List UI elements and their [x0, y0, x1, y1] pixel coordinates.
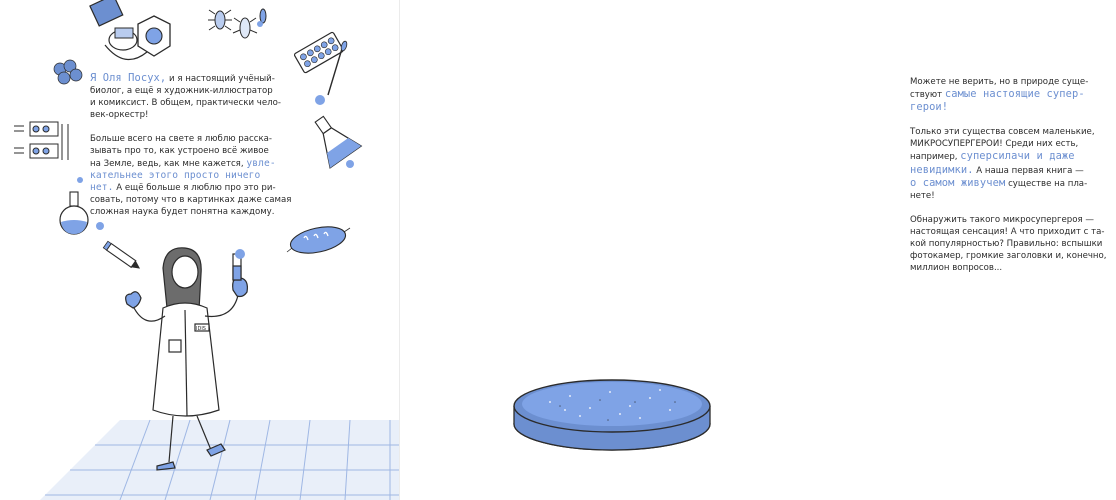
badge-text: IDIS: [196, 326, 206, 332]
love-paragraph: Больше всего на свете я люблю расска- зывать про то, как устроено всё живое на Земле, ведь, как мне кажется, увле- кательнее этого просто ничего нет. А ещё больше я люблю про это ри- совать, потому что в картинках даже самая сложная наука будет понятна каждому.: [90, 134, 292, 217]
sensation-paragraph: Обнаружить такого микросупергероя — настоящая сенсация! А что приходит с та- кой популярностью? Правильно: вспышки фотокамер, громкие заголовки и, конечно, миллион вопросов...: [910, 214, 1107, 274]
right-page-text: [910, 76, 1116, 286]
right-page: [400, 0, 1107, 500]
petri-dish-illustration: [510, 362, 715, 454]
micro-superheroes-paragraph: Только эти существа совсем маленькие, МИКРОСУПЕРГЕРОИ! Среди них есть, например, суперсилачи и даже невидимки. А наша первая книга — о самом живучем существе на пла- нете!: [910, 127, 1095, 201]
left-page: [0, 0, 400, 500]
left-page-text: [90, 72, 300, 230]
superheroes-paragraph: Можете не верить, но в природе суще- ствуют самые настоящие супер- герои!: [910, 77, 1089, 114]
author-highlight: Я Оля Посух,: [90, 72, 167, 84]
intro-paragraph: Я Оля Посух, и я настоящий учёный- биолог, а ещё я художник-иллюстратор и комиксист. В общем, практически чело- век-оркестр!: [90, 72, 281, 121]
